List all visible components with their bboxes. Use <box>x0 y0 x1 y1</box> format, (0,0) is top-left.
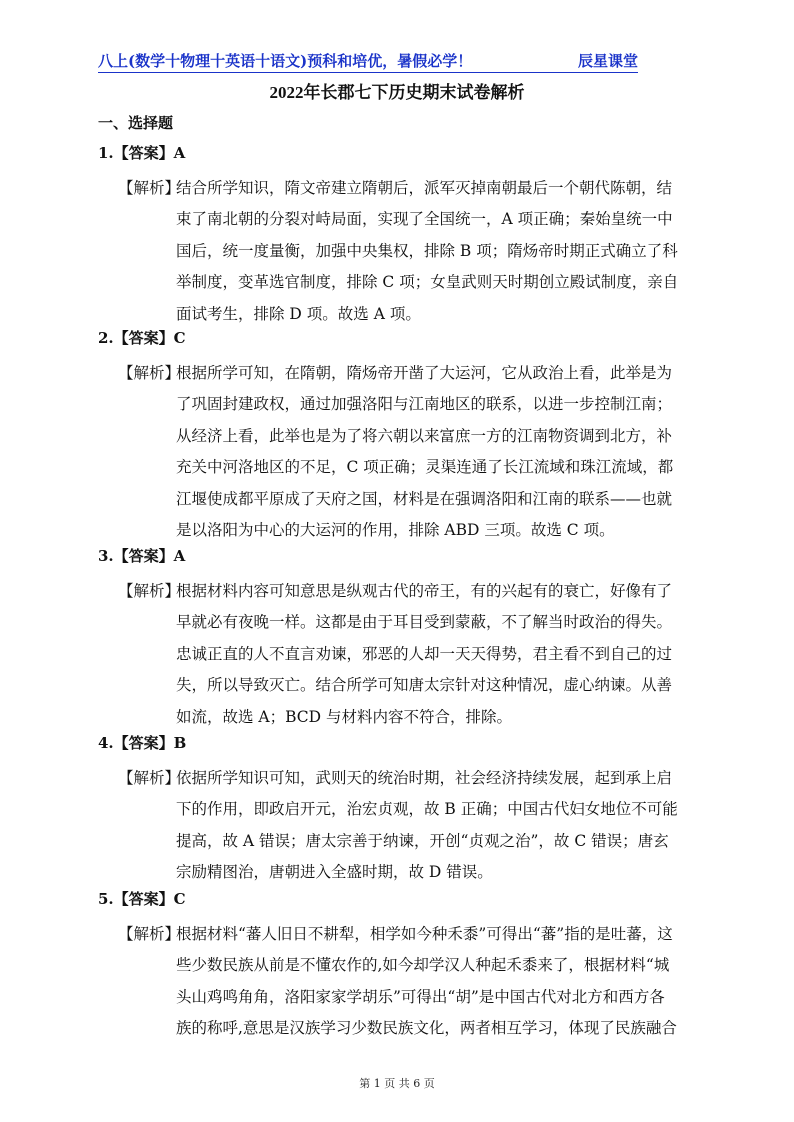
text-line: 忠诚正直的人不直言劝谏，邪恶的人却一天天得势，君主看不到自己的过 <box>176 644 673 663</box>
explanation-text <box>176 763 686 889</box>
answer-label: 1.【答案】A <box>98 144 186 162</box>
explanation-tag: 【解析】 <box>118 769 181 787</box>
text-line: 根据材料内容可知意思是纵观古代的帝王，有的兴起有的衰亡，好像有了 <box>176 582 673 600</box>
header-banner <box>98 50 638 73</box>
text-line: 从经济上看，此举也是为了将六朝以来富庶一方的江南物资调到北方，补 <box>176 426 673 445</box>
text-line: 些少数民族从前是不懂农作的,如今却学汉人种起禾黍来了，根据材料“城 <box>176 956 670 975</box>
text-line: 充关中河洛地区的不足，C 项正确；灵渠连通了长江流域和珠江流域，都 <box>176 458 674 477</box>
explanation-tag: 【解析】 <box>118 179 181 197</box>
text-line: 依据所学知识可知，武则天的统治时期，社会经济持续发展，起到承上启 <box>176 769 673 787</box>
text-line: 结合所学知识，隋文帝建立隋朝后，派军灭掉南朝最后一个朝代陈朝，结 <box>176 179 673 197</box>
text-line: 举制度，变革选官制度，排除 C 项；女皇武则天时期创立殿试制度，亲自 <box>176 273 679 292</box>
question-4 <box>98 732 698 889</box>
text-line: 面试考生，排除 D 项。故选 A 项。 <box>176 304 421 323</box>
text-line: 提高，故 A 错误；唐太宗善于纳谏，开创“贞观之治”，故 C 错误；唐玄 <box>176 831 669 850</box>
question-2 <box>98 327 698 546</box>
explanation <box>98 358 698 546</box>
text-line: 下的作用，即政启开元，治宏贞观，故 B 正确；中国古代妇女地位不可能 <box>176 800 678 819</box>
answer-label: 2.【答案】C <box>98 329 186 347</box>
explanation-text <box>176 358 686 546</box>
text-line: 头山鸡鸣角角，洛阳家家学胡乐”可得出“胡”是中国古代对北方和西方各 <box>176 987 665 1006</box>
explanation <box>98 763 698 889</box>
explanation-text <box>176 576 686 733</box>
text-line: 如流，故选 A；BCD 与材料内容不符合，排除。 <box>176 707 513 726</box>
page-number: 第 1 页 共 6 页 <box>359 1077 435 1090</box>
text-line: 根据材料“蕃人旧日不耕犁，相学如今种禾黍”可得出“蕃”指的是吐蕃，这 <box>176 925 673 943</box>
answer-label: 4.【答案】B <box>98 734 187 752</box>
explanation-tag: 【解析】 <box>118 364 181 382</box>
text-line: 根据所学可知，在隋朝，隋炀帝开凿了大运河，它从政治上看，此举是为 <box>176 364 673 382</box>
explanation <box>98 173 698 330</box>
text-line: 国后，统一度量衡，加强中央集权，排除 B 项；隋炀帝时期正式确立了科 <box>176 241 678 260</box>
document-title: 2022年长郡七下历史期末试卷解析 <box>269 83 525 102</box>
explanation-text <box>176 173 686 330</box>
question-1 <box>98 142 698 330</box>
text-line: 早就必有夜晚一样。这都是由于耳目受到蒙蔽，不了解当时政治的得失。 <box>176 613 673 632</box>
text-line: 束了南北朝的分裂对峙局面，实现了全国统一，A 项正确；秦始皇统一中 <box>176 210 673 229</box>
explanation-text <box>176 919 686 1045</box>
question-5 <box>98 888 698 1045</box>
explanation <box>98 919 698 1045</box>
text-line: 失，所以导致灭亡。结合所学可知唐太宗针对这种情况，虚心纳谏。从善 <box>176 676 673 695</box>
banner-brand: 辰星课堂 <box>577 52 638 70</box>
question-3 <box>98 545 698 733</box>
answer-label: 5.【答案】C <box>98 890 186 908</box>
text-line: 了巩固封建政权，通过加强洛阳与江南地区的联系，以进一步控制江南； <box>176 395 673 414</box>
text-line: 族的称呼,意思是汉族学习少数民族文化，两者相互学习，体现了民族融合 <box>176 1019 677 1038</box>
section-heading: 一、选择题 <box>98 114 174 132</box>
banner-promo-text: 八上(数学十物理十英语十语文)预科和培优，暑假必学！ <box>98 52 473 70</box>
explanation-tag: 【解析】 <box>118 925 181 943</box>
text-line: 是以洛阳为中心的大运河的作用，排除 ABD 三项。故选 C 项。 <box>176 521 615 540</box>
explanation <box>98 576 698 733</box>
text-line: 江堰使成都平原成了天府之国，材料是在强调洛阳和江南的联系——也就 <box>176 489 673 508</box>
text-line: 宗励精图治，唐朝进入全盛时期，故 D 错误。 <box>176 863 493 882</box>
explanation-tag: 【解析】 <box>118 582 181 600</box>
answer-label: 3.【答案】A <box>98 547 186 565</box>
